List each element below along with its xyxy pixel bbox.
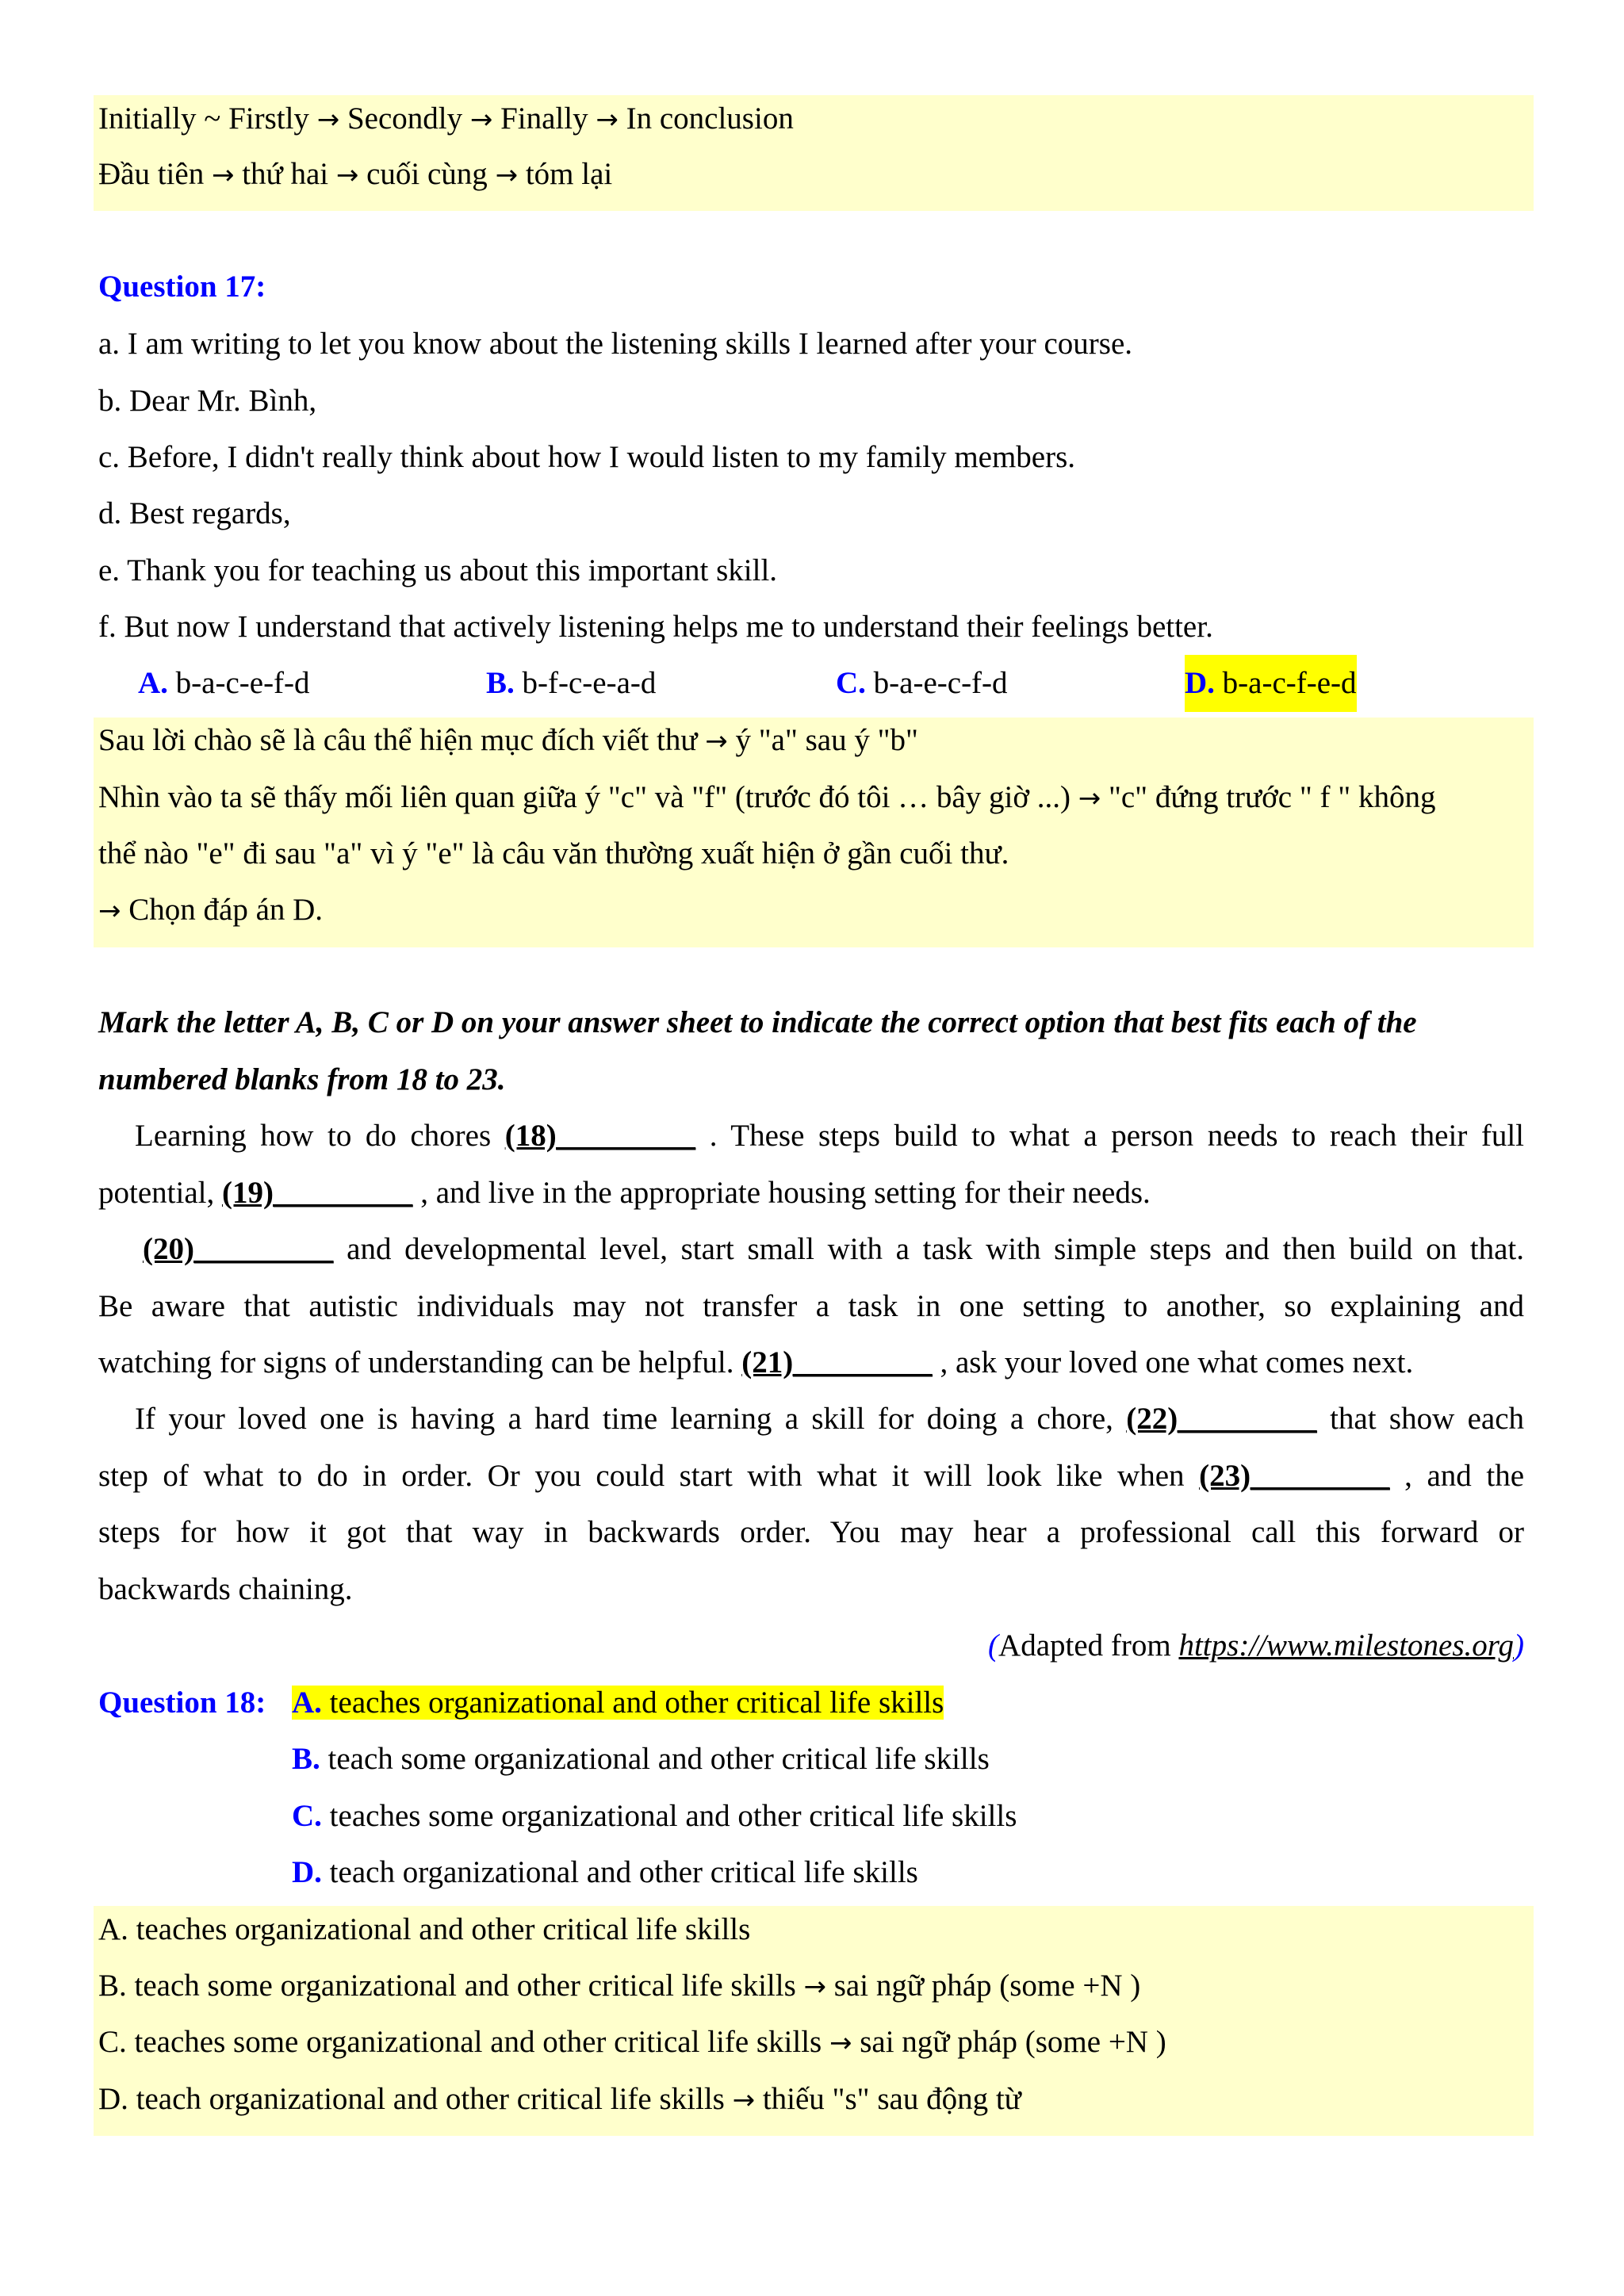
passage-line-3: (20)_________ and developmental level, start small with a task with simple steps and then build on that. (143, 1232, 1525, 1266)
arrow-icon: → (98, 895, 121, 927)
arrow-icon: → (469, 104, 493, 136)
arrow-icon: → (1078, 783, 1101, 814)
q18-option-c[interactable]: C. teaches some organizational and other critical life skills (292, 1799, 1017, 1833)
blank-22[interactable]: (22)_________ (1126, 1402, 1317, 1436)
blank-19[interactable]: (19)_________ (221, 1176, 413, 1210)
q17-option-d-correct[interactable]: D. b-a-c-f-e-d (1185, 655, 1357, 712)
q17-sentence-a: a. I am writing to let you know about the listening skills I learned after your course. (98, 327, 1133, 361)
passage-line-8: steps for how it got that way in backwards order. You may hear a professional call this forward or (98, 1515, 1524, 1549)
arrow-icon: → (829, 2027, 852, 2059)
q17-option-b[interactable]: B. b-f-c-e-a-d (486, 666, 657, 700)
q17-sentence-e: e. Thank you for teaching us about this important skill. (98, 553, 778, 587)
question-18-title: Question 18: (98, 1686, 266, 1720)
arrow-icon: → (211, 159, 235, 191)
q18-explain-line-2: B. teach some organizational and other critical life skills → sai ngữ pháp (some +N ) (98, 1969, 1141, 2003)
passage-line-9: backwards chaining. (98, 1572, 353, 1606)
passage-line-1: Learning how to do chores (18)_________ . These steps build to what a person needs to reach their full (135, 1119, 1524, 1153)
arrow-icon: → (316, 104, 340, 136)
q18-option-a-correct[interactable]: A. teaches organizational and other critical life skills (292, 1686, 944, 1720)
q17-explain-line-4: → Chọn đáp án D. (98, 893, 324, 927)
q17-explain-line-1: Sau lời chào sẽ là câu thể hiện mục đích viết thư → ý "a" sau ý "b" (98, 723, 918, 757)
q18-explain-line-4: D. teach organizational and other critical life skills → thiếu "s" sau động từ (98, 2082, 1021, 2116)
instruction-line-1: Mark the letter A, B, C or D on your answer sheet to indicate the correct option that best fits each of the (98, 1005, 1417, 1039)
summary-line-english: Initially ~ Firstly → Secondly → Finally → In conclusion (98, 101, 794, 136)
q17-sentence-c: c. Before, I didn't really think about how I would listen to my family members. (98, 440, 1076, 474)
source-citation: (Adapted from https://www.milestones.org) (988, 1628, 1524, 1663)
q18-explain-line-3: C. teaches some organizational and other critical life skills → sai ngữ pháp (some +N ) (98, 2025, 1166, 2059)
blank-20[interactable]: (20)_________ (143, 1232, 334, 1266)
q18-option-b[interactable]: B. teach some organizational and other critical life skills (292, 1742, 990, 1776)
arrow-icon: → (732, 2084, 756, 2116)
q18-explain-line-1: A. teaches organizational and other critical life skills (98, 1912, 751, 1946)
passage-line-4: Be aware that autistic individuals may not transfer a task in one setting to another, so explaining and (98, 1289, 1524, 1323)
q17-sentence-b: b. Dear Mr. Bình, (98, 384, 317, 418)
q17-option-c[interactable]: C. b-a-e-c-f-d (836, 666, 1008, 700)
passage-line-2: potential, (19)_________ , and live in the appropriate housing setting for their needs. (98, 1176, 1151, 1210)
passage-line-7: step of what to do in order. Or you could start with what it will look like when (23)_________ , and the (98, 1459, 1525, 1493)
source-link[interactable]: https://www.milestones.org (1178, 1628, 1514, 1663)
q17-explain-line-3: thể nào "e" đi sau "a" vì ý "e" là câu văn thường xuất hiện ở gần cuối thư. (98, 836, 1009, 871)
blank-18[interactable]: (18)_________ (504, 1119, 696, 1153)
q18-option-d[interactable]: D. teach organizational and other critical life skills (292, 1855, 918, 1889)
q17-explain-line-2: Nhìn vào ta sẽ thấy mối liên quan giữa ý "c" và "f" (trước đó tôi … bây giờ ...) → "c" đứng trước " f " không (98, 780, 1436, 814)
summary-line-vietnamese: Đầu tiên → thứ hai → cuối cùng → tóm lại (98, 157, 613, 191)
instruction-line-2: numbered blanks from 18 to 23. (98, 1062, 506, 1096)
blank-23[interactable]: (23)_________ (1199, 1459, 1390, 1493)
arrow-icon: → (596, 104, 619, 136)
blank-21[interactable]: (21)_________ (741, 1345, 933, 1380)
passage-line-5: watching for signs of understanding can be helpful. (21)_________ , ask your loved one what comes next. (98, 1345, 1414, 1380)
q17-option-a[interactable]: A. b-a-c-e-f-d (138, 666, 310, 700)
arrow-icon: → (705, 725, 728, 757)
q17-sentence-d: d. Best regards, (98, 496, 291, 530)
passage-line-6: If your loved one is having a hard time learning a skill for doing a chore, (22)_________ that show each (135, 1402, 1524, 1436)
question-17-title: Question 17: (98, 270, 266, 304)
arrow-icon: → (335, 159, 359, 191)
arrow-icon: → (803, 1971, 826, 2003)
q17-sentence-f: f. But now I understand that actively listening helps me to understand their feelings better. (98, 610, 1213, 644)
arrow-icon: → (495, 159, 519, 191)
